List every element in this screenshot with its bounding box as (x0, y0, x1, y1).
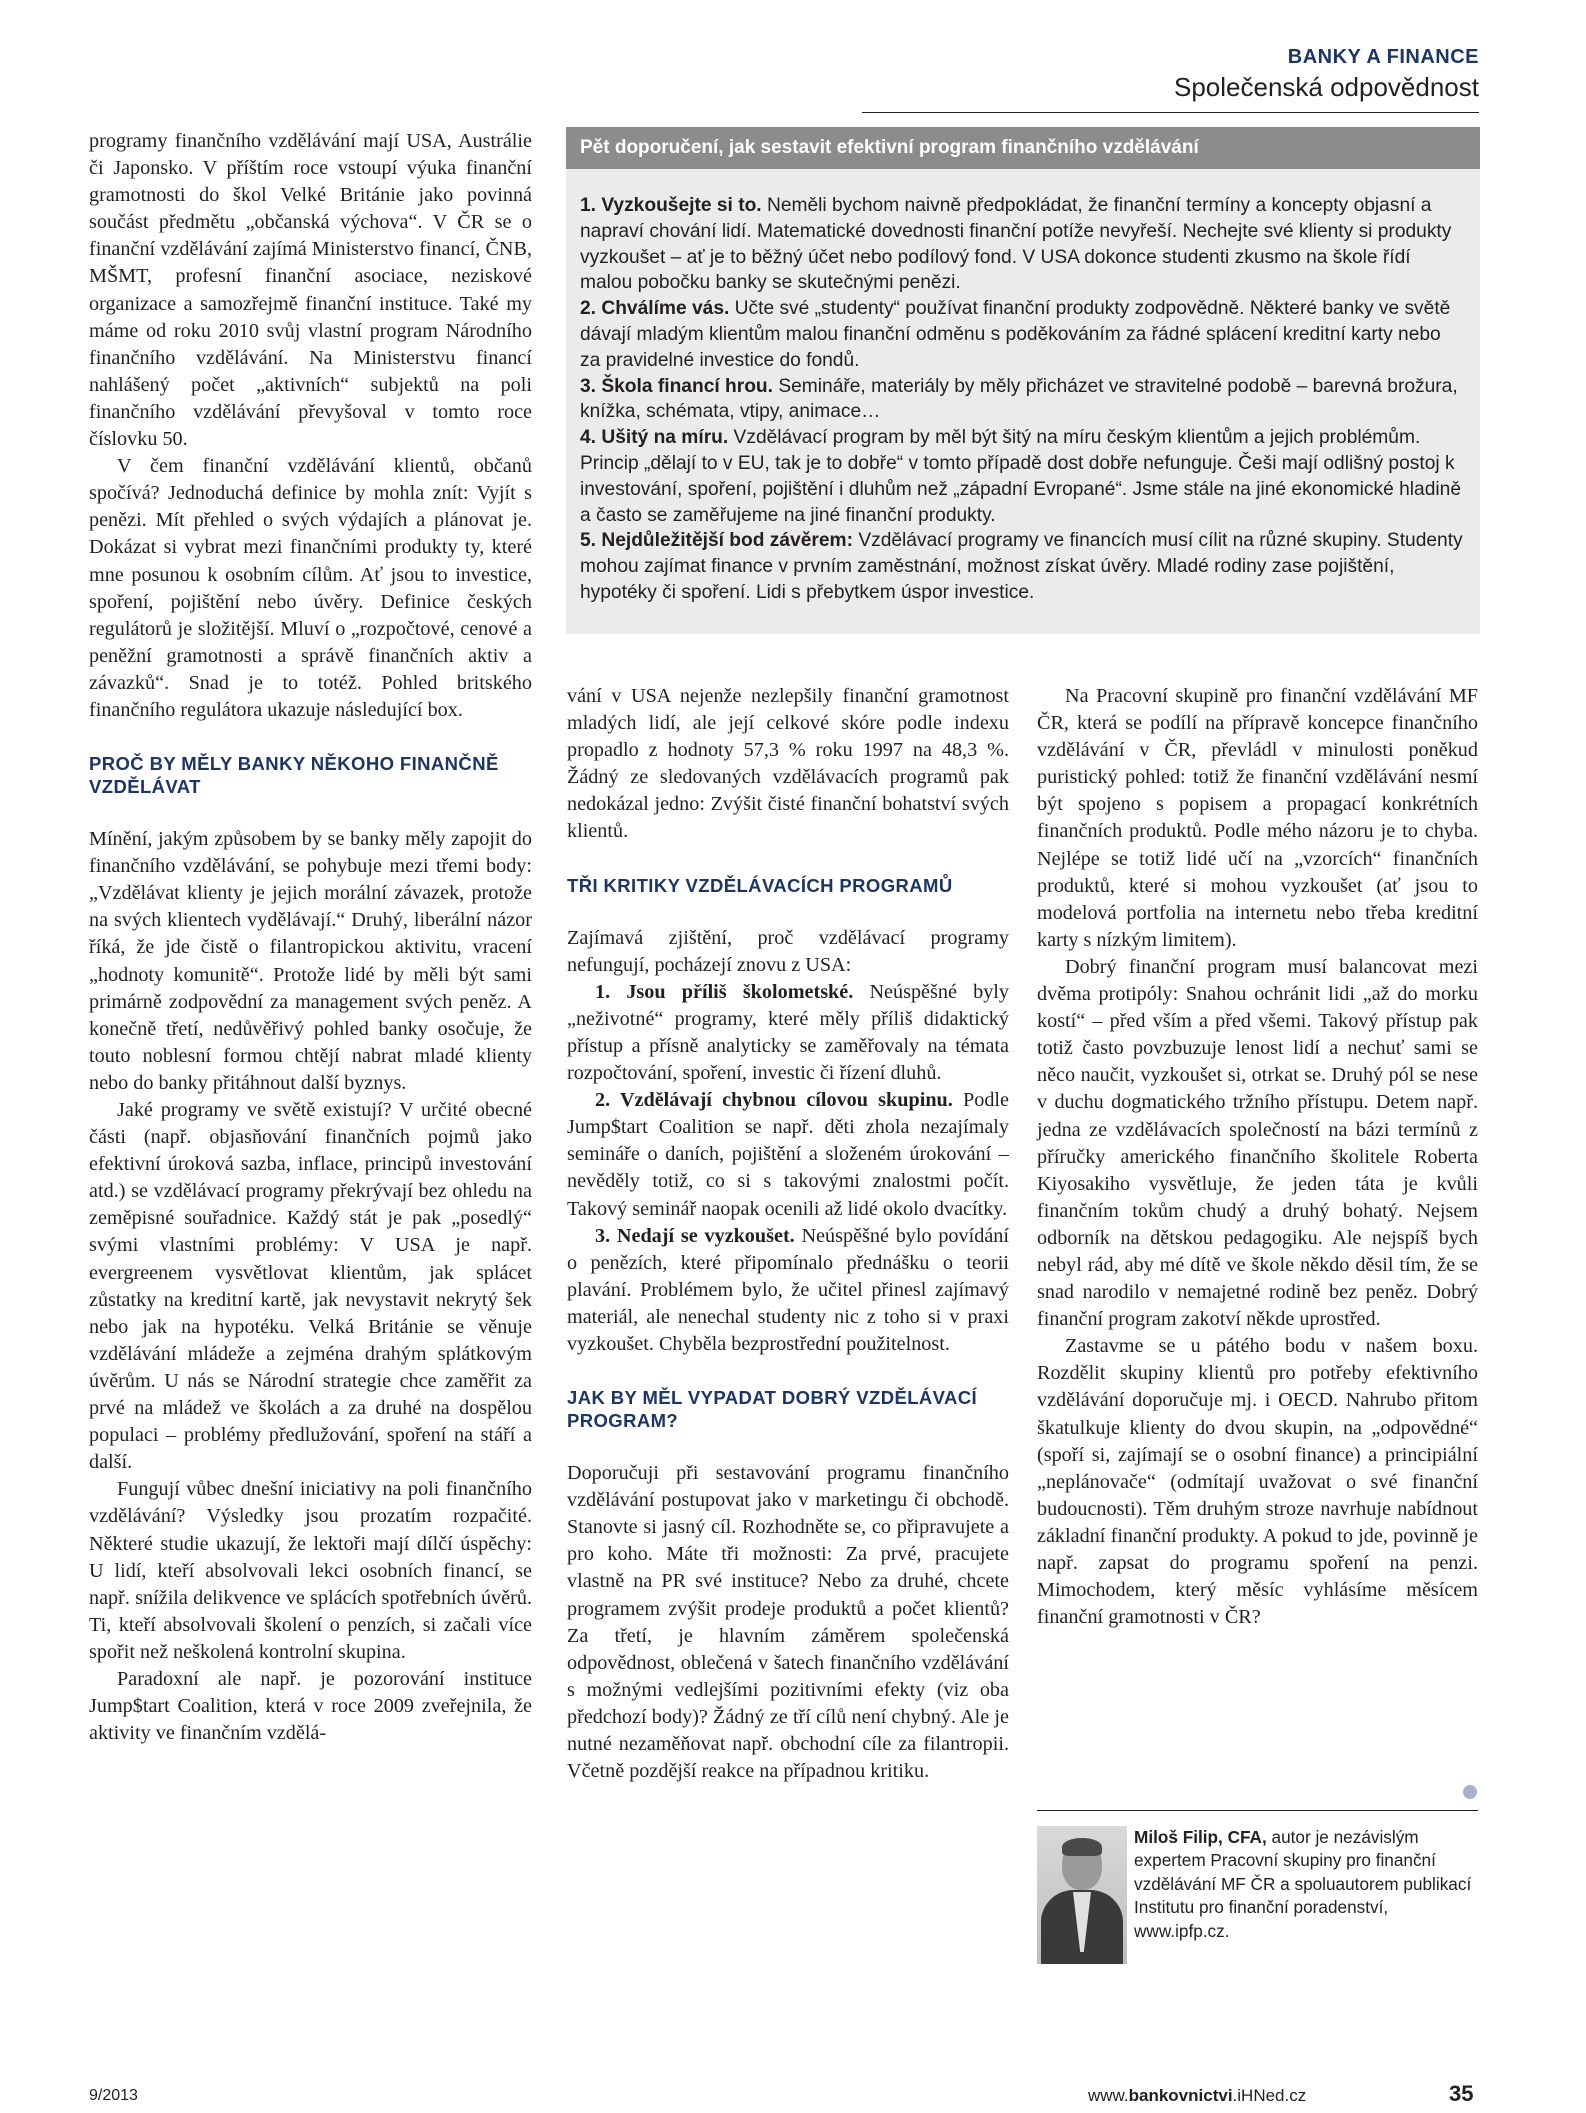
web-prefix: www. (1088, 2086, 1129, 2105)
website-link[interactable] (1088, 2086, 1306, 2106)
section-header (1174, 46, 1479, 103)
paragraph: programy finančního vzdělávání mají USA, Austrálie či Japonsko. V příštím roce vstoupí výuka finanční gramotnosti do škol Velké Británie jako povinná součást předmětu „občanská výchova“. V ČR se o finanční vzdělávání zajímá Ministerstvo financí, ČNB, MŠMT, profesní finanční asociace, neziskové organizace a samozřejmě finanční instituce. Také my máme od roku 2010 svůj vlastní program Národního finančního vzdělávání. Na Ministerstvu financí nahlášený počet „aktivních“ subjektů na poli finančního vzdělávání převyšoval v tomto roce číslovku 50. (89, 130, 532, 451)
paragraph: Dobrý finanční program musí balancovat mezi dvěma protipóly: Snahou ochránit lidi „až do morku kostí“ – před vším a před všemi. Takový přístup pak totiž často povzbuzuje lenost lidí a nechuť sami se něco naučit, vyzkoušet si, otrkat se. Druhý pól se nese v duchu dogmatického tržního přístupu. Detem např. jedna ze vzdělávacích společností na bázi termínů z příručky amerického finančního školitele Roberta Kiyosakiho vysvětluje, že jeden táta je kvůli finančním tokům chudý a druhý bohatý. Nejsem odborník na dětskou pedagogiku. Ale nejspíš bych nebyl rád, aby mé dítě ve škole někdo děsil tím, že se snad narodilo v nemajetné rodině bez peněz. Dobrý finanční program zakotví někde uprostřed. (1037, 955, 1478, 1331)
dot-icon (1463, 1785, 1477, 1799)
column-2 (567, 683, 1009, 1785)
author-portrait (1037, 1826, 1127, 1964)
critique-label: 1. Jsou příliš školometské. (595, 980, 854, 1003)
bio-text (1134, 1826, 1478, 1943)
box-item (580, 296, 1466, 373)
paragraph: Fungují vůbec dnešní iniciativy na poli finančního vzdělávání? Výsledky jsou prozatím rozpačité. Některé studie ukazují, že lektoři mají dílčí úspěchy: U lidí, kteří absolvovali lekci osobních financí, se např. snížila delikvence ve splácích spotřebních úvěrů. Ti, kteří absolvovali školení o penzích, si začali více spořit než neškolená kontrolní skupina. (89, 1478, 532, 1663)
section-heading: PROČ BY MĚLY BANKY NĚKOHO FINANČNĚ VZDĚLÁVAT (89, 753, 499, 798)
box-item-label: 3. Škola financí hrou. (580, 375, 773, 397)
box-item-label: 1. Vyzkoušejte si to. (580, 195, 762, 216)
critique-item (567, 1223, 1009, 1358)
box-title: Pět doporučení, jak sestavit efektivní program finančního vzdělávání (566, 127, 1480, 169)
web-bold: bankovnictvi (1128, 2086, 1233, 2105)
critique-text: Podle Jump$tart Coalition se např. děti zhola nezajímaly semináře o daních, pojištění a složeném úrokování – nevěděly totiž, co si s takovými znalostmi počít. Takový seminář naopak ocenili až lidé okolo dvacítky. (567, 1089, 1009, 1220)
box-item-text: Neměli bychom naivně předpokládat, že finanční termíny a koncepty objasní a napraví chování lidí. Matematické dovednosti finanční potíže nevyřeší. Nechejte své klienty si produkty vyzkoušet – ať je to běžný účet nebo podílový fond. V USA dokonce studenti zkusmo na škole řídí malou pobočku banky se skutečnými penězi. (580, 195, 1452, 294)
critique-text: Neúspěšné byly „neživotné“ programy, které měly příliš didaktický přístup a přísně analyticky se zaměřovaly na témata rozpočtování, spoření, investic či řízení dluhů. (567, 980, 1009, 1085)
box-item-label: 2. Chválíme vás. (580, 298, 730, 320)
critique-text: Neúspěšné bylo povídání o penězích, které připomínalo přednášku o teorii plavání. Problémem bylo, že učitel přinesl zajímavý materiál, ale nenechal studenty nic z toho si v praxi vyzkoušet. Chyběla bezprostřední použitelnost. (567, 1224, 1009, 1355)
issue-number: 9/2013 (89, 2087, 138, 2104)
box-item (580, 193, 1466, 296)
paragraph: Zajímavá zjištění, proč vzdělávací programy nefungují, pocházejí znovu z USA: (567, 926, 1009, 976)
bio-rule (1037, 1810, 1478, 1811)
paragraph: Paradoxní ale např. je pozorování instituce Jump$tart Coalition, která v roce 2009 zveřejnila, že aktivity ve finančním vzdělá- (89, 1667, 532, 1745)
author-name: Miloš Filip, CFA, (1134, 1827, 1267, 1847)
paragraph: Mínění, jakým způsobem by se banky měly zapojit do finančního vzdělávání, se pohybuje mezi třemi body: „Vzdělávat klienty je jejich morální závazek, protože na svých klientech vydělávají.“ Druhý, liberální názor říká, že jde čistě o filantropickou aktivitu, vracení „hodnoty komunitě“. Protože lidé by měli být sami primárně zodpovědní za management svých peněz. A konečně třetí, nedůvěřivý pohled banky osočuje, že touto noblesní formou chtějí nabrat mladé klienty nebo do banky přitáhnout další byznys. (89, 828, 532, 1094)
paragraph: Na Pracovní skupině pro finanční vzdělávání MF ČR, která se podílí na přípravě koncepce finančního vzdělávání v ČR, převládl v minulosti poněkud puristický pohled: totiž že finanční vzdělávání nesmí být spojeno s popisem a propagací konkrétních finančních produktů. Podle mého názoru je to chyba. Nejlépe se totiž lidé učí na „vzorcích“ finančních produktů, které si mohou vyzkoušet (ať jsou to modelová portfolia na internetu nebo třeba kreditní karty s nízkým limitem). (1037, 685, 1478, 951)
critique-item (567, 979, 1009, 1087)
page-number: 35 (1449, 2081, 1474, 2106)
paragraph: V čem finanční vzdělávání klientů, občanů spočívá? Jednoduchá definice by mohla znít: Vyjít s penězi. Mít přehled o svých výdajích a plánovat je. Dokázat si vybrat mezi finančními produkty ty, které mne posunou k osobním cílům. Ať jsou to investice, spoření, pojištění nebo úvěry. Definice českých regulátorů je složitější. Mluví o „rozpočtové, cenové a peněžní gramotnosti a správě finančních aktiv a závazků“. Snad je to totéž. Pohled britského finančního regulátora ukazuje následující box. (89, 455, 532, 721)
header-rule (862, 112, 1479, 113)
box-body (566, 169, 1480, 606)
box-item (580, 425, 1466, 528)
column-3 (1037, 683, 1478, 1631)
box-item-label: 4. Ušitý na míru. (580, 427, 729, 449)
paragraph: Jaké programy ve světě existují? V určité obecné části (např. objasňování finančních pojmů jako efektivní úroková sazba, inflace, principů investování atd.) se vzdělávací programy překrývají bez ohledu na zeměpisné souřadnice. Každý stát je pak „posedlý“ svými vlastními problémy: V USA je např. evergreenem vysvětlovat klientům, jak splácet zůstatky na kreditní kartě, jak nevystavit nekrytý šek nebo jak na hypotéku. Velká Británie se věnuje vzdělávání mládeže a zejména drahým splátkovým úvěrům. U nás se Národní strategie chce zaměřit za prvé na mládež ve školách a za druhé na dospělou populaci – problémy předlužování, spoření na stáří a další. (89, 1099, 532, 1474)
section-heading: JAK BY MĚL VYPADAT DOBRÝ VZDĚLÁVACÍ PROGRAM? (567, 1387, 978, 1432)
paragraph: Doporučuji při sestavování programu finančního vzdělávání postupovat jako v marketingu či obchodě. Stanovte si jasný cíl. Rozhodněte se, co připravujete a pro koho. Máte tři možnosti: Za prvé, pracujete vlastně na PR své instituce? Nebo za druhé, chcete programem zvýšit prodeje produktů a počet klientů? Za třetí, je hlavním záměrem společenská odpovědnost, oblečená v šatech finančního vzdělávání s možnými vedlejšími pozitivními efekty (viz oba předchozí body)? Žádný ze tří cílů není chybný. Ale je nutné nezaměňovat např. obchodní cíle za filantropii. Včetně pozdější reakce na případnou kritiku. (567, 1462, 1009, 1783)
paragraph: vání v USA nejenže nezlepšily finanční gramotnost mladých lidí, ale její celkové skóre podle indexu propadlo z hodnoty 57,3 % roku 1997 na 48,3 %. Žádný ze sledovaných vzdělávacích programů pak nedokázal jedno: Zvýšit čisté finanční bohatství svých klientů. (567, 685, 1009, 843)
box-item-text: Učte své „studenty“ používat finanční produkty zodpovědně. Některé banky ve světě dávají mladým klientům malou finanční odměnu s poděkováním za řádné splácení kreditní karty nebo za pravidelné investice do fondů. (580, 298, 1451, 371)
author-description: autor je nezávislým expertem Pracovní skupiny pro finanční vzdělávání MF ČR a spoluautorem publikací Institutu pro finanční poradenství, www.ipfp.cz. (1134, 1827, 1472, 1941)
paragraph: Zastavme se u pátého bodu v našem boxu. Rozdělit skupiny klientů pro potřeby efektivního vzdělávání doporučuje mj. i OECD. Nahrubo přitom škatulkuje klienty do dvou skupin, na „odpovědné“ (spoří si, zajímají se o osobní finance) a principiální „neplánovače“ (odmítají uvažovat o své finanční budoucnosti). Těm druhým stroze navrhuje nabídnout základní finanční produkty. A pokud to jde, povinně je např. zapsat do programu spoření na penzi. Mimochodem, který měsíc vyhlásíme měsícem finanční gramotnosti v ČR? (1037, 1335, 1478, 1629)
box-item-text: Vzdělávací programy ve financích musí cílit na různé skupiny. Studenty mohou zajímat finance v prvním zaměstnání, možnost získat úvěry. Mladé rodiny zase pojištění, hypotéky či spoření. Lidi s přebytkem úspor investice. (580, 530, 1463, 603)
column-1 (89, 128, 532, 1747)
critique-label: 2. Vzdělávají chybnou cílovou skupinu. (595, 1089, 953, 1112)
section-name: BANKY A FINANCE (1287, 46, 1479, 68)
web-suffix: .iHNed.cz (1232, 2086, 1307, 2105)
box-item-text: Semináře, materiály by měly přicházet ve stravitelné podobě – barevná brožura, knížka, schémata, vtipy, animace… (580, 375, 1458, 423)
subsection-name: Společenská odpovědnost (1173, 72, 1479, 102)
recommendations-box (566, 127, 1480, 634)
box-item (580, 528, 1466, 605)
box-item (580, 374, 1466, 426)
critique-label: 3. Nedají se vyzkoušet. (595, 1224, 795, 1247)
box-item-label: 5. Nejdůležitější bod závěrem: (580, 530, 853, 552)
critique-item (567, 1087, 1009, 1222)
section-heading: TŘI KRITIKY VZDĚLÁVACÍCH PROGRAMŮ (567, 874, 953, 896)
author-bio (1037, 1826, 1478, 1966)
box-item-text: Vzdělávací program by měl být šitý na míru českým klientům a jejich problémům. Princip „dělají to v EU, tak je to dobře“ v tomto případě dost dobře nefunguje. Češi mají odlišný postoj k investování, spoření, pojištění i dluhům než „západní Evropané“. Jsme stále na jiné ekonomické hladině a často se zaměřujeme na jiné finanční produkty. (580, 427, 1461, 526)
